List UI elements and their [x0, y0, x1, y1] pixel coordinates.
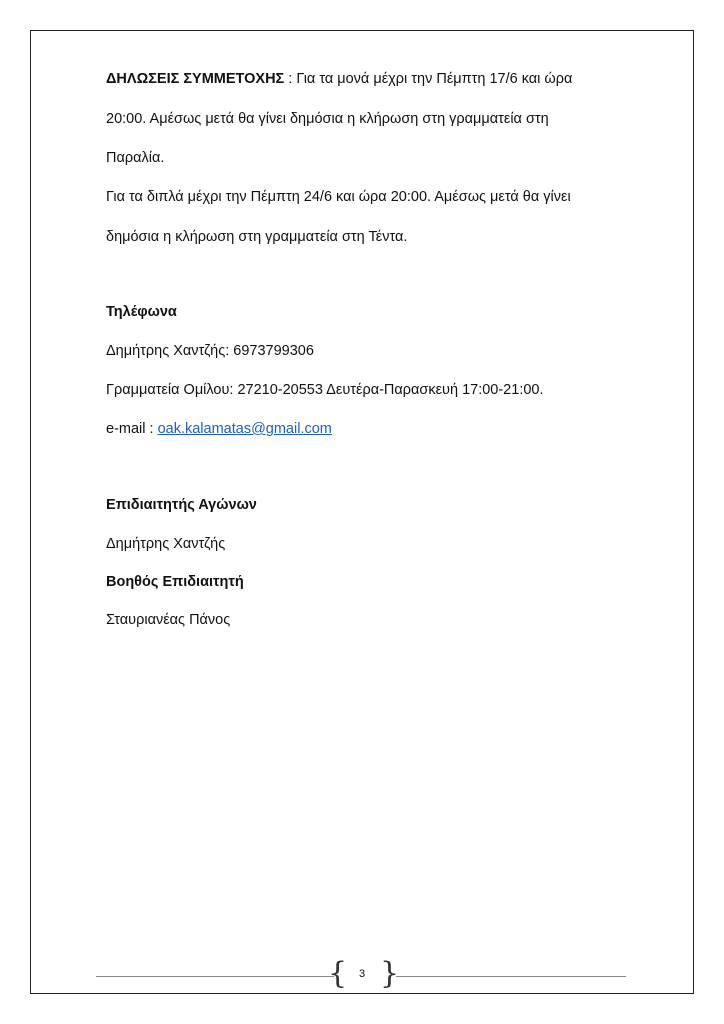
footer-rule-left — [96, 976, 334, 977]
footer-rule-right — [396, 976, 626, 977]
footer-brace-right-icon: } — [380, 956, 400, 991]
contact-chantzis: Δημήτρης Χαντζής: 6973799306 — [106, 343, 314, 359]
phones-heading: Τηλέφωνα — [106, 304, 177, 320]
email-row — [106, 420, 332, 438]
participation-line-4: Για τα διπλά μέχρι την Πέμπτη 24/6 και ώρα 20:00. Αμέσως μετά θα γίνει — [106, 189, 571, 205]
participation-label: ΔΗΛΩΣΕΙΣ ΣΥΜΜΕΤΟΧΗΣ — [106, 71, 285, 87]
participation-line-1 — [106, 70, 572, 88]
participation-line-5: δημόσια η κλήρωση στη γραμματεία στη Τέντα. — [106, 229, 408, 245]
assistant-referee-name: Σταυριανέας Πάνος — [106, 612, 231, 628]
page-number: 3 — [358, 968, 366, 980]
participation-line-1-text: : Για τα μονά μέχρι την Πέμπτη 17/6 και ώρα — [284, 71, 573, 87]
footer-brace-left-icon: { — [328, 956, 348, 991]
assistant-referee-heading: Βοηθός Επιδιαιτητή — [106, 574, 244, 590]
email-label: e-mail : — [106, 421, 158, 437]
referee-name: Δημήτρης Χαντζής — [106, 536, 226, 552]
participation-line-3: Παραλία. — [106, 150, 165, 166]
contact-secretariat: Γραμματεία Ομίλου: 27210-20553 Δευτέρα-Παρασκευή 17:00-21:00. — [106, 382, 544, 398]
referee-heading: Επιδιαιτητής Αγώνων — [106, 497, 257, 513]
email-link[interactable]: oak.kalamatas@gmail.com — [157, 421, 332, 437]
participation-line-2: 20:00. Αμέσως μετά θα γίνει δημόσια η κλήρωση στη γραμματεία στη — [106, 111, 549, 127]
